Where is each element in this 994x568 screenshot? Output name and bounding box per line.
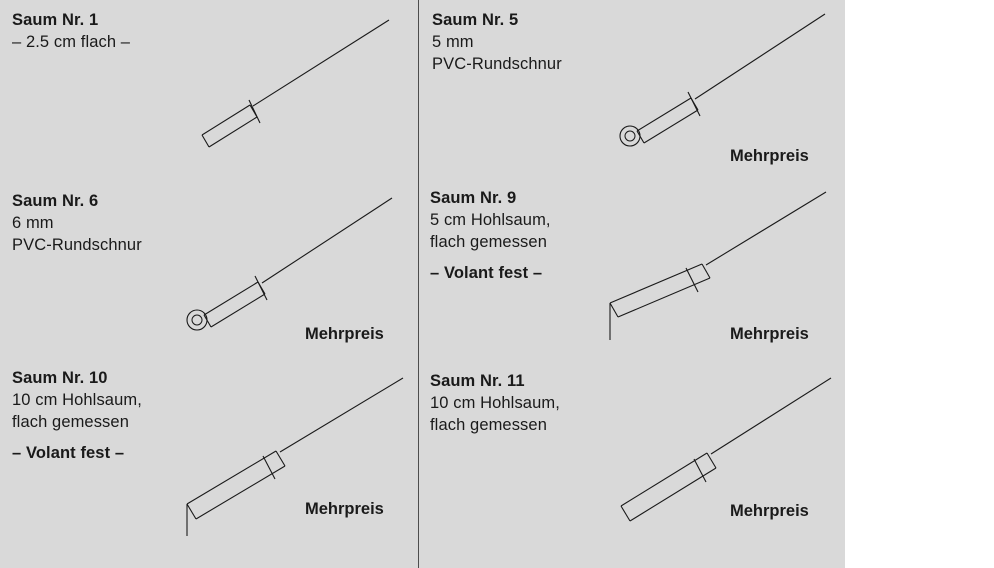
- cell-saum-5: [418, 0, 845, 180]
- item-line: 10 cm Hohlsaum,: [12, 390, 142, 409]
- cell-saum-9: [418, 180, 845, 358]
- item-title: Saum Nr. 10: [12, 369, 108, 387]
- item-volant: – Volant fest –: [12, 444, 125, 463]
- mehrpreis-label: Mehrpreis: [730, 502, 809, 520]
- item-line: flach gemessen: [430, 232, 547, 251]
- item-line: PVC-Rundschnur: [12, 235, 142, 254]
- cell-saum-11: [418, 358, 845, 568]
- cell-saum-10: [0, 358, 418, 568]
- item-title: Saum Nr. 6: [12, 192, 99, 210]
- mehrpreis-label: Mehrpreis: [730, 325, 809, 343]
- item-title: Saum Nr. 1: [12, 11, 99, 29]
- item-line: 5 cm Hohlsaum,: [430, 210, 551, 229]
- item-line: flach gemessen: [430, 415, 547, 434]
- item-volant: – Volant fest –: [430, 264, 543, 283]
- mehrpreis-label: Mehrpreis: [305, 325, 384, 343]
- item-line: PVC-Rundschnur: [432, 54, 562, 73]
- label-block-saum-6: [12, 191, 142, 256]
- diagram-hem-pvc-cord-6mm: [170, 194, 400, 329]
- item-line: 5 mm: [432, 32, 474, 51]
- mehrpreis-label: Mehrpreis: [730, 147, 809, 165]
- item-title: Saum Nr. 11: [430, 372, 525, 390]
- cell-saum-6: [0, 180, 418, 358]
- cell-saum-1: [0, 0, 418, 180]
- label-block-saum-9: [430, 188, 551, 285]
- item-title: Saum Nr. 9: [430, 189, 517, 207]
- mehrpreis-label: Mehrpreis: [305, 500, 384, 518]
- diagram-hem-hollow-5cm-volant: [598, 190, 833, 340]
- item-line: 10 cm Hohlsaum,: [430, 393, 560, 412]
- label-block-saum-1: [12, 10, 130, 54]
- label-block-saum-11: [430, 371, 560, 436]
- label-block-saum-5: [432, 10, 562, 75]
- item-line: – 2.5 cm flach –: [12, 32, 131, 51]
- label-block-saum-10: [12, 368, 142, 465]
- diagram-hem-flat-2-5cm: [185, 18, 400, 143]
- item-line: flach gemessen: [12, 412, 129, 431]
- item-title: Saum Nr. 5: [432, 11, 519, 29]
- item-line: 6 mm: [12, 213, 54, 232]
- diagram-hem-pvc-cord-5mm: [603, 10, 833, 145]
